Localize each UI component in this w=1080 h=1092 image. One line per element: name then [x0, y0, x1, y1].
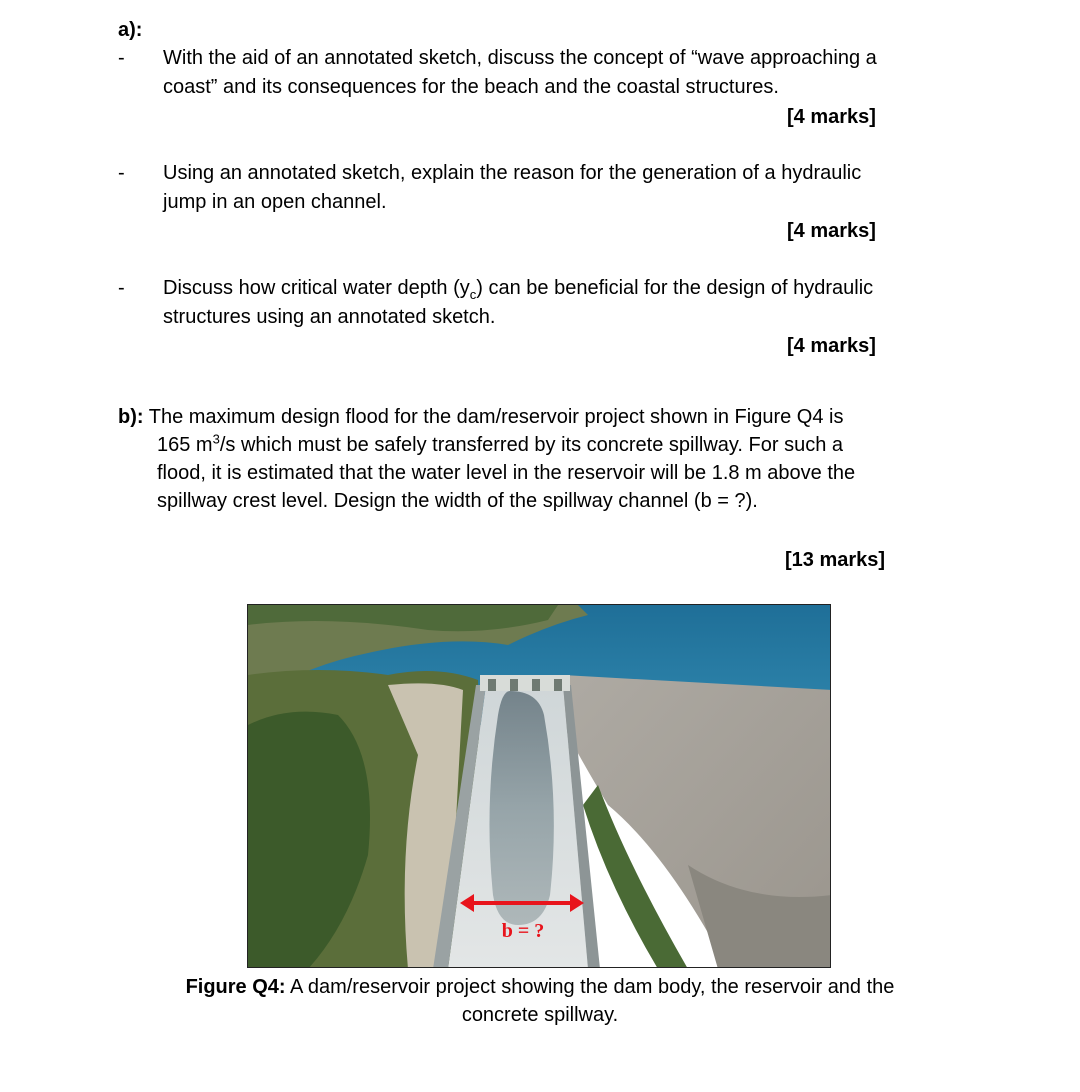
marks-a3: [4 marks] [787, 335, 876, 357]
question-a3-line1-start: Discuss how critical water depth (y [163, 277, 470, 299]
caption-line2: concrete spillway. [461, 1004, 619, 1026]
part-b-line1-text: The maximum design flood for the dam/reservoir project shown in Figure Q4 is [143, 406, 844, 428]
gate-pier [510, 679, 518, 691]
question-a2-line1: Using an annotated sketch, explain the reason for the generation of a hydraulic [163, 162, 862, 184]
part-b-label: b): [118, 406, 144, 428]
gate-pier [532, 679, 540, 691]
question-a3-line1 [163, 274, 953, 302]
question-a1-line1: With the aid of an annotated sketch, discuss the concept of “wave approaching a [163, 47, 877, 69]
dam-photo-illustration [248, 605, 831, 968]
part-b-line1 [118, 403, 978, 431]
marks-a1: [4 marks] [787, 106, 876, 128]
gate-pier [554, 679, 562, 691]
superscript-3: 3 [212, 431, 220, 447]
bullet-dash: - [118, 47, 125, 69]
marks-a2: [4 marks] [787, 220, 876, 242]
question-a1-line2: coast” and its consequences for the beach and the coastal structures. [163, 76, 779, 98]
caption-line1-text: A dam/reservoir project showing the dam body, the reservoir and the [285, 976, 895, 998]
bullet-dash: - [118, 277, 125, 299]
part-b-line2-start: 165 m [157, 434, 213, 456]
gate-pier [488, 679, 496, 691]
width-annotation: b = ? [501, 920, 545, 942]
part-b-line3: flood, it is estimated that the water level in the reservoir will be 1.8 m above the [157, 462, 856, 484]
question-a3-line2: structures using an annotated sketch. [163, 306, 496, 328]
caption-line1 [100, 973, 980, 1001]
dam-spillway-photo [247, 604, 831, 968]
part-b-line4: spillway crest level. Design the width of the spillway channel (b = ?). [157, 490, 758, 512]
question-a3-line1-end: ) can be beneficial for the design of hydraulic [476, 277, 874, 299]
part-a-label: a): [118, 19, 143, 41]
figure-caption [100, 973, 980, 1029]
bullet-dash: - [118, 162, 125, 184]
spillway-flow [489, 691, 553, 925]
part-b-line2-end: /s which must be safely transferred by its concrete spillway. For such a [219, 434, 844, 456]
caption-label: Figure Q4: [185, 976, 286, 998]
question-a2-line2: jump in an open channel. [163, 191, 387, 213]
marks-b: [13 marks] [785, 549, 886, 571]
part-b-line2 [157, 431, 997, 459]
subscript-c: c [469, 287, 477, 302]
